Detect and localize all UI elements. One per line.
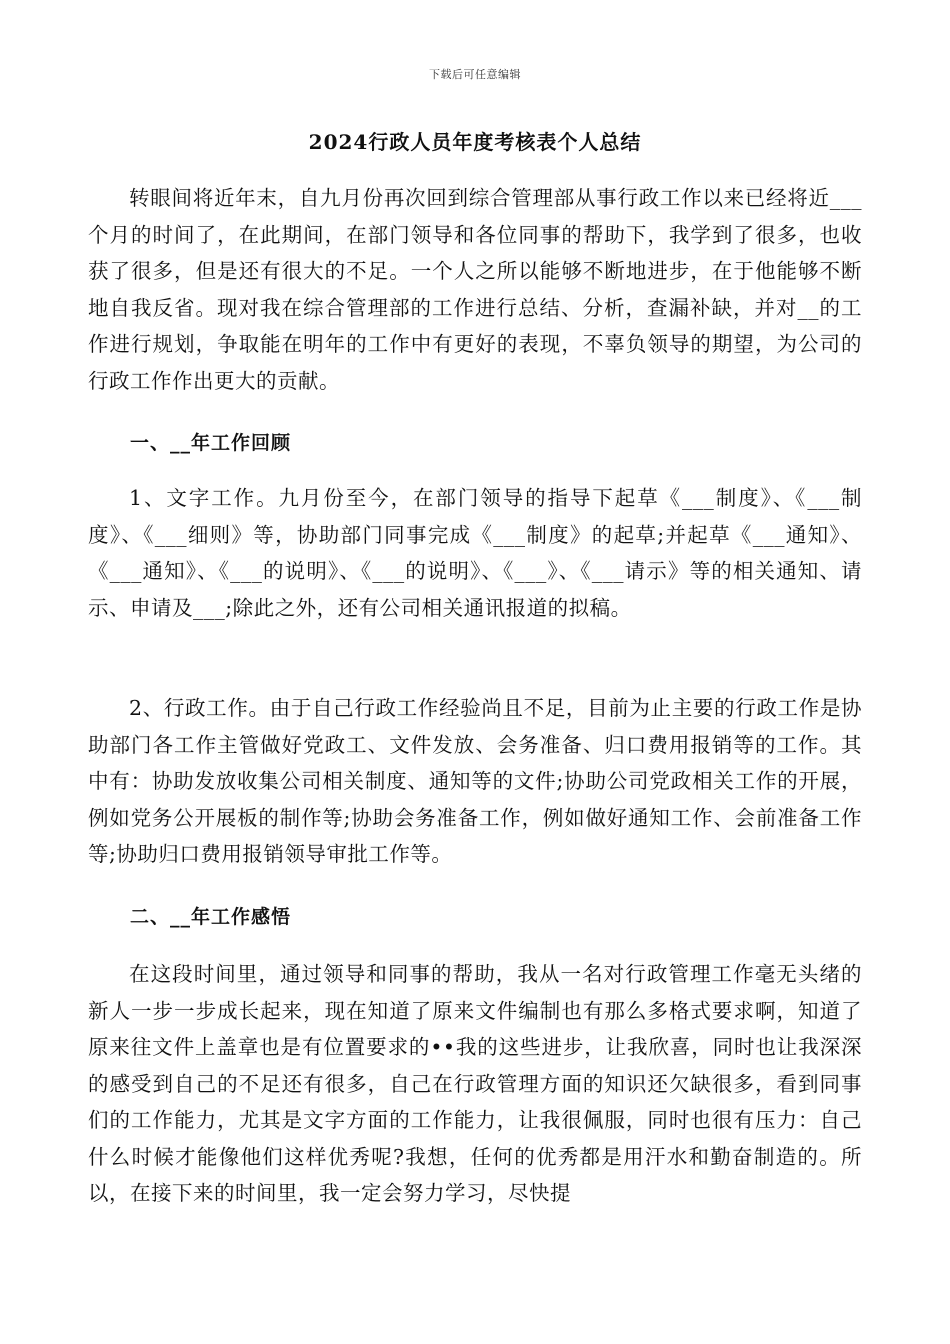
intro-paragraph: 转眼间将近年末，自九月份再次回到综合管理部从事行政工作以来已经将近___个月的时间了，在此期间，在部门领导和各位同事的帮助下，我学到了很多，也收获了很多，但是还有很大的不足。一个人之所以能够不断地进步，在于他能够不断地自我反省。现对我在综合管理部的工作进行总结、分析，查漏补缺，并对__的工作进行规划，争取能在明年的工作中有更好的表现，不辜负领导的期望，为公司的行政工作作出更大的贡献。 [88,186,862,393]
paragraph-admin-work: 2、行政工作。由于自己行政工作经验尚且不足，目前为止主要的行政工作是协助部门各工作主管做好党政工、文件发放、会务准备、归口费用报销等的工作。其中有：协助发放收集公司相关制度、通知等的文件;协助公司党政相关工作的开展，例如党务公开展板的制作等;协助会务准备工作，例如做好通知工作、会前准备工作等;协助归口费用报销领导审批工作等。 [88,696,862,866]
document-title: 2024行政人员年度考核表个人总结 [308,130,642,154]
section-heading-review: 一、__年工作回顾 [130,432,292,454]
paragraph-reflection: 在这段时间里，通过领导和同事的帮助，我从一名对行政管理工作毫无头绪的新人一步一步成长起来，现在知道了原来文件编制也有那么多格式要求啊，知道了原来往文件上盖章也是有位置要求的••我的这些进步，让我欣喜，同时也让我深深的感受到自己的不足还有很多，自己在行政管理方面的知识还欠缺很多，看到同事们的工作能力，尤其是文字方面的工作能力，让我很佩服，同时也很有压力：自己什么时候才能像他们这样优秀呢?我想，任何的优秀都是用汗水和勤奋制造的。所以，在接下来的时间里，我一定会努力学习，尽快提 [88,962,862,1205]
paragraph-writing-work: 1、文字工作。九月份至今，在部门领导的指导下起草《___制度》、《___制度》、《___细则》等，协助部门同事完成《___制度》的起草;并起草《___通知》、《___通知》、《___的说明》、《___的说明》、《___》、《___请示》等的相关通知、请示、申请及___;除此之外，还有公司相关通讯报道的拟稿。 [88,486,862,620]
header-note: 下载后可任意编辑 [429,68,521,81]
section-heading-reflection: 二、__年工作感悟 [130,906,292,928]
